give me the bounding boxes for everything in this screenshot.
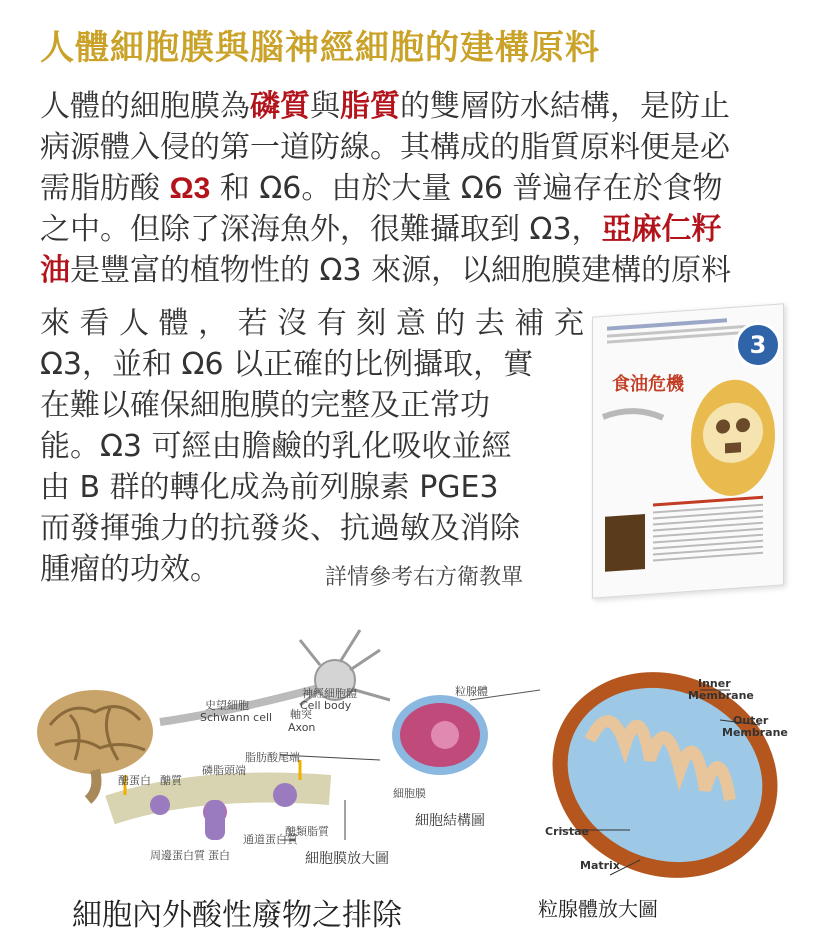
wrapped-line: 腫瘤的功效。 [40,552,220,587]
keyword-omega3: Ω3 [169,172,211,205]
mito-caption: 粒腺體放大圖 [538,897,658,921]
label-lipid: 醣類脂質 [285,825,329,838]
text-segment: 病源體入侵的第一道防線。其構成的脂質原料便是必 [40,130,730,165]
keyword-lipid: 脂質 [340,89,400,124]
text-segment: 與 [310,89,340,124]
wrapped-line: 能。Ω3 可經由膽鹼的乳化吸收並經 [40,429,512,464]
neuron-illustration [160,630,390,722]
label-phospho-head: 磷脂頭端 [202,764,246,777]
label-fatty-tail: 脂肪酸尾端 [245,751,300,764]
para-line-1 [40,86,790,127]
wrapped-line: 由 B 群的轉化成為前列腺素 PGE3 [40,470,499,505]
mitochondria-illustration [519,636,812,914]
label-schwann-zh: 史望細胞 [205,699,249,712]
wrapped-paragraph [40,303,584,590]
para-line-2 [40,127,790,168]
label-inner-membrane: Membrane [688,689,754,702]
label-protein: 蛋白 [208,849,230,862]
cell-illustration [392,690,540,775]
para-line-4 [40,209,790,250]
wrapped-line: 而發揮強力的抗發炎、抗過敏及消除 [40,511,520,546]
leaflet-number-badge: 3 [735,322,781,368]
text-segment: 的雙層防水結構，是防止 [400,89,730,124]
para-line-3 [40,168,790,209]
text-segment: 之中。但除了深海魚外，很難攝取到 Ω3， [40,212,602,247]
wrapped-line: 在難以確保細胞膜的完整及正常功 [40,388,490,423]
intro-paragraph [40,86,790,291]
label-channel-protein: 通道蛋白質 [243,833,298,846]
wrapped-line: 來 看 人 體 ， 若 沒 有 刻 意 的 去 補 充 [40,306,584,341]
keyword-flaxseed: 亞麻仁籽 [601,212,722,247]
keyword-oil: 油 [40,253,70,288]
label-cellbody-en: Cell body [300,699,352,712]
label-mitochondria: 粒腺體 [455,685,488,698]
cell-caption: 細胞結構圖 [415,813,485,829]
page-title: 人體細胞膜與腦神經細胞的建構原料 [40,28,600,68]
text-segment: 是豐富的植物性的 Ω3 來源，以細胞膜建構的原料 [70,253,732,288]
see-note: 詳情參考右方衛教單 [325,565,524,590]
label-outer-membrane: Membrane [722,726,788,739]
label-cellbody-zh: 神經細胞體 [302,687,357,700]
label-peripheral-protein: 周邊蛋白質 [150,849,205,862]
label-cell-membrane: 細胞膜 [393,787,426,800]
label-axon-zh: 軸突 [290,708,312,721]
label-axon-en: Axon [288,721,316,734]
text-segment: 需脂肪酸 [40,171,170,206]
label-inner: Inner [698,677,731,690]
wrapped-line: Ω3，並和 Ω6 以正確的比例攝取，實 [40,347,534,382]
leaflet-title: 食油危機 [612,374,684,395]
label-matrix: Matrix [580,859,620,872]
label-schwann-en: Schwann cell [200,711,273,724]
text-segment: 人體的細胞膜為 [40,89,250,124]
membrane-caption: 細胞膜放大圖 [305,851,389,867]
text-segment: 和 Ω6。由於大量 Ω6 普遍存在於食物 [210,171,723,206]
keyword-phospholipid: 磷質 [250,89,310,124]
para-line-5 [40,250,790,291]
label-outer: Outer [733,714,769,727]
label-sugar-lipid: 醣質 [160,774,182,787]
bottom-caption: 細胞內外酸性廢物之排除 [72,898,402,933]
label-sugar-protein: 醣蛋白 [118,774,151,787]
label-cristae: Cristae [545,825,589,838]
